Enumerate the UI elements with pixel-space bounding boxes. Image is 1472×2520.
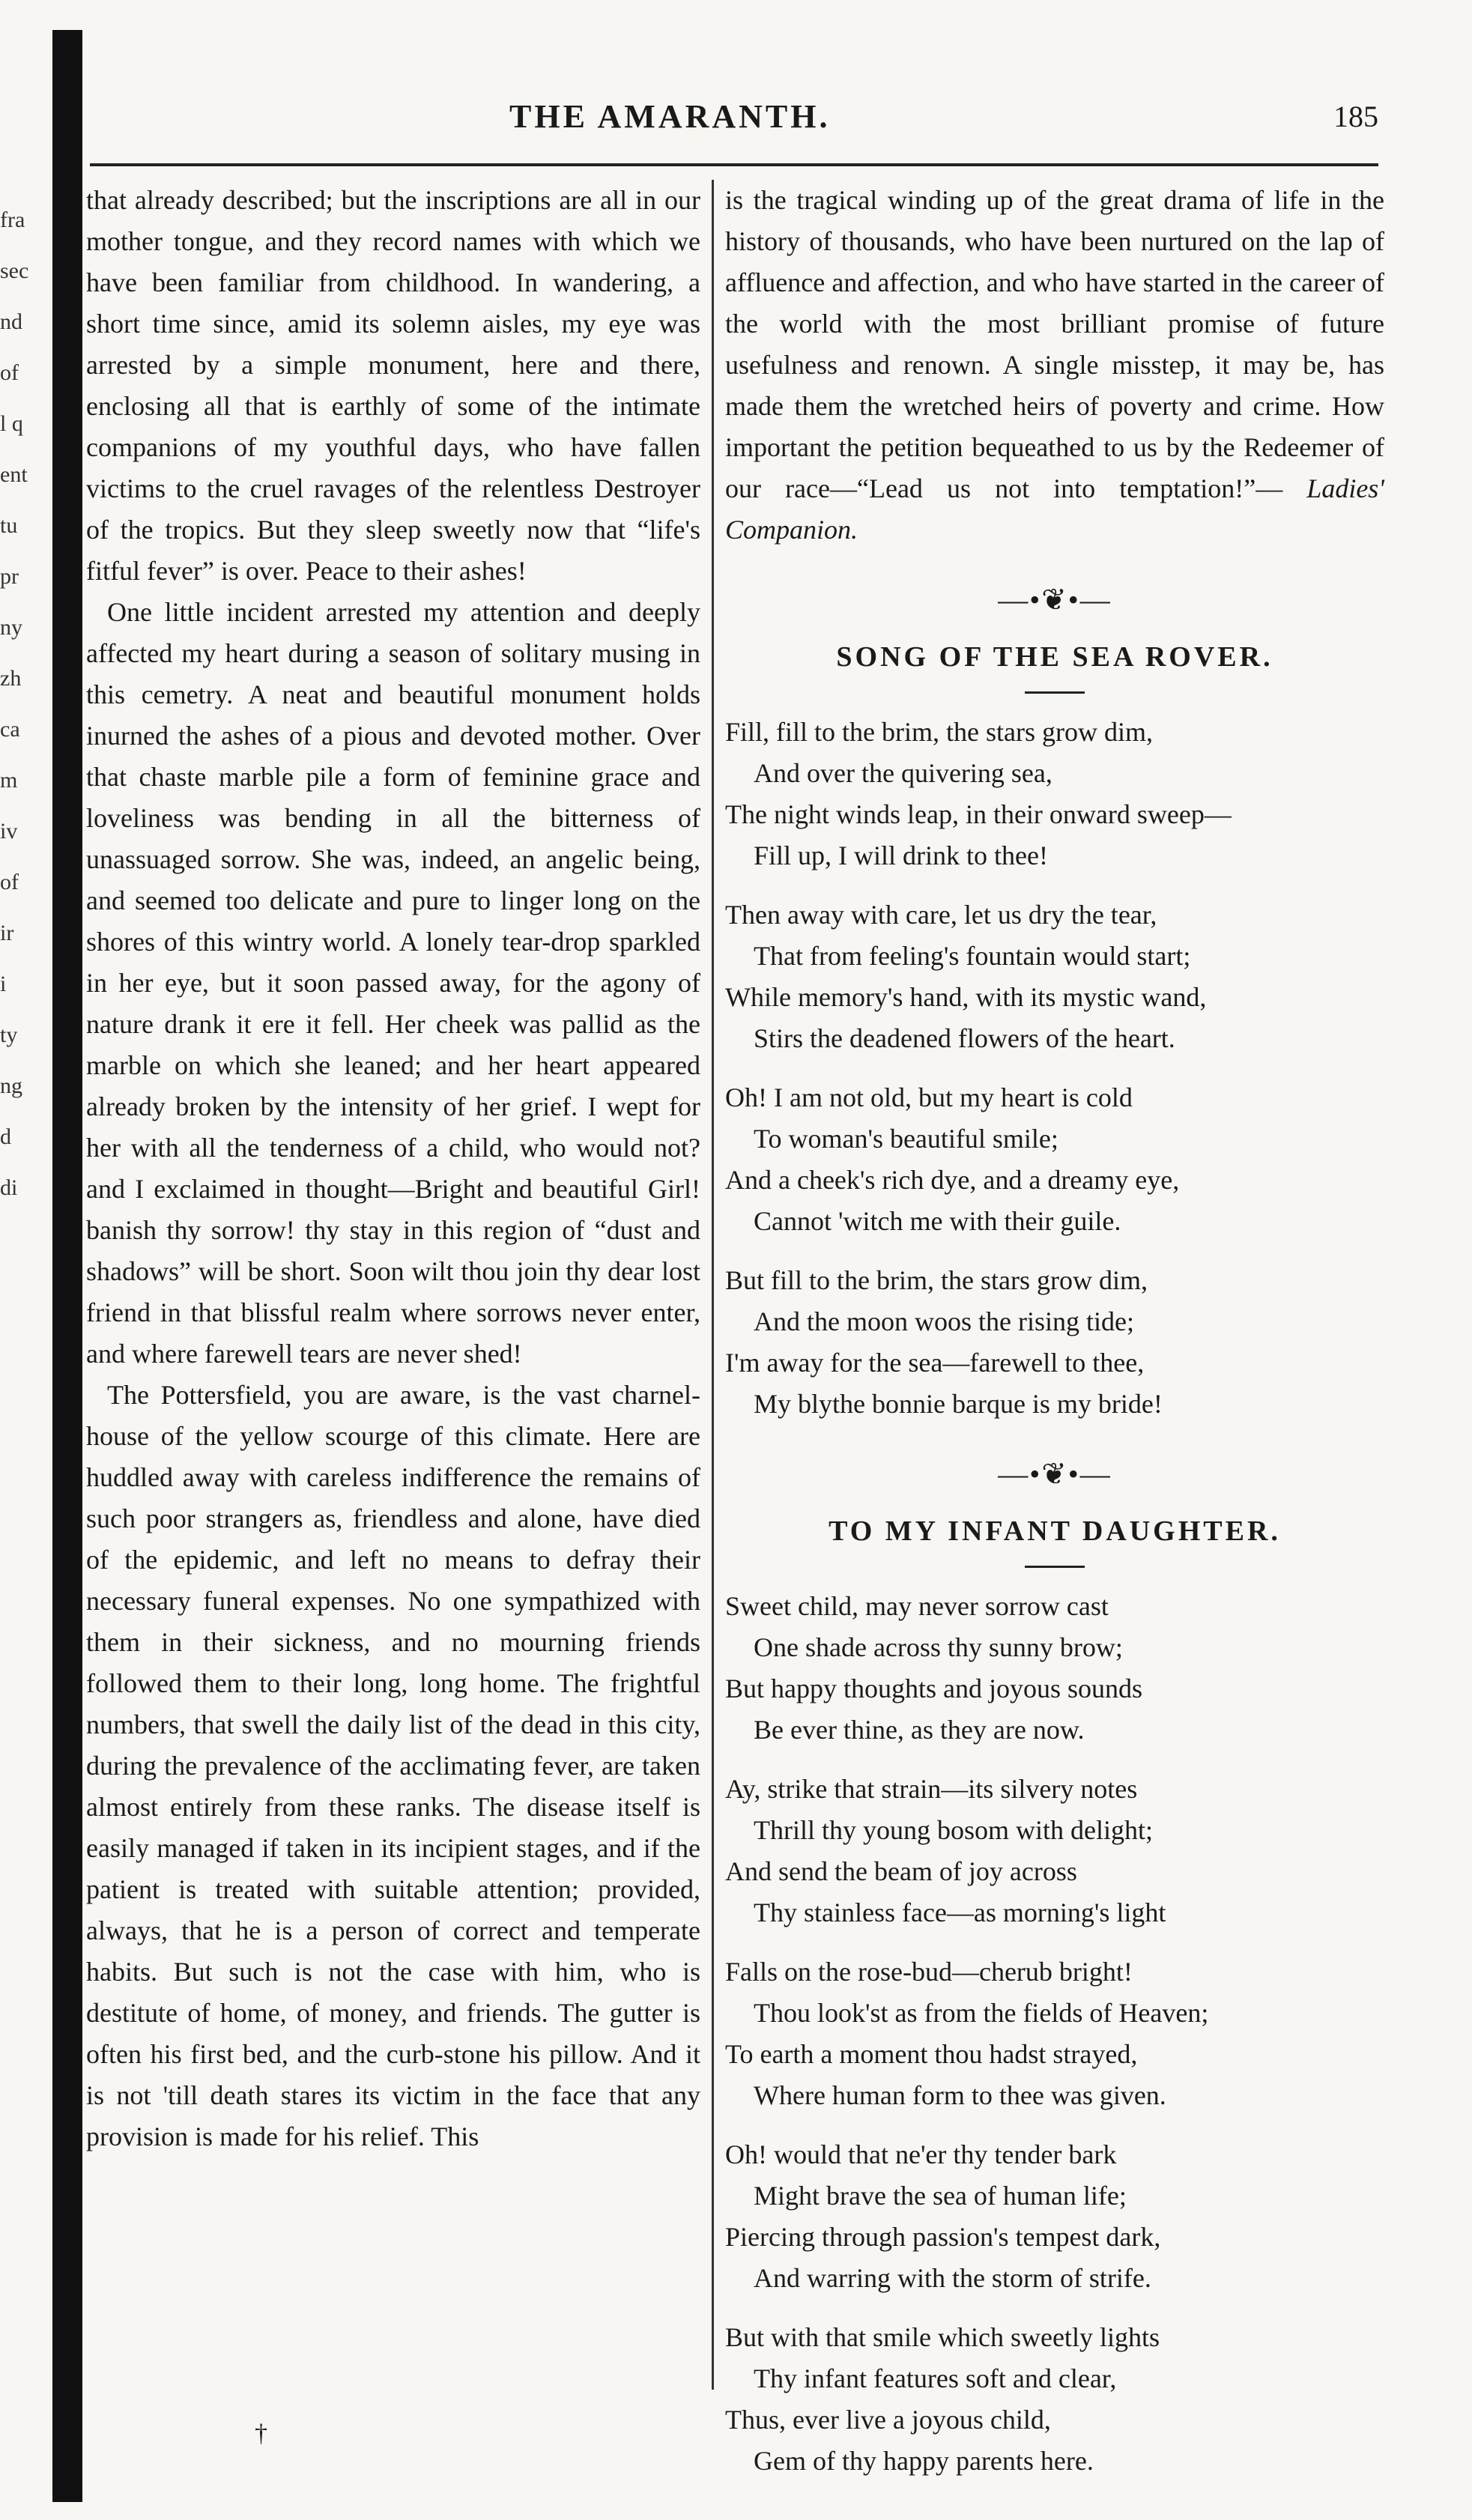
verse-line: One shade across thy sunny brow; (754, 1632, 1123, 1662)
margin-fragment: l q (0, 411, 23, 436)
section-ornament: —•❦•— (998, 583, 1112, 617)
verse-line: And warring with the storm of strife. (754, 2263, 1151, 2293)
poems-container (725, 579, 1384, 2482)
margin-fragment: i (0, 972, 7, 996)
verse-line: And a cheek's rich dye, and a dreamy eye, (725, 1165, 1180, 1195)
verse-line: Fill up, I will drink to thee! (754, 840, 1048, 870)
paragraph: One little incident arrested my attention and deeply affected my heart during a season of solitary musing in this cemetry. A neat and beautiful monument holds inurned the ashes of a pious and devoted mother. Over that chaste marble pile a form of feminine grace and loveliness was bending in all the bitterness of unassuaged sorrow. She was, indeed, an angelic being, and seemed too delicate and pure to linger long on the shores of this wintry world. A lonely tear-drop sparkled in her eye, but it soon passed away, for the agony of nature drank it ere it fell. Her cheek was pallid as the marble on which she leaned; and her heart appeared already broken by the intensity of her grief. I wept for her with all the tenderness of a child, who would not? and I exclaimed in thought—Bright and beautiful Girl! banish thy sorrow! thy stay in this region of “dust and shadows” will be short. Soon wilt thou join thy dear lost friend in that blissful realm where sorrows never enter, and where farewell tears are never shed! (86, 597, 700, 1369)
verse-line: Piercing through passion's tempest dark, (725, 2222, 1161, 2252)
verse-line: But with that smile which sweetly lights (725, 2322, 1160, 2352)
verse-line: To earth a moment thou hadst strayed, (725, 2039, 1138, 2069)
margin-fragment: ir (0, 921, 14, 945)
margin-fragment: pr (0, 564, 19, 589)
verse-line: And send the beam of joy across (725, 1856, 1077, 1886)
verse-line: Thrill thy young bosom with delight; (754, 1815, 1153, 1845)
margin-fragment: zh (0, 666, 22, 691)
verse-line: Where human form to thee was given. (754, 2080, 1166, 2110)
verse-line: Cannot 'witch me with their guile. (754, 1206, 1121, 1236)
header-rule (90, 163, 1378, 166)
page-number: 185 (1333, 100, 1378, 133)
verse-line: To woman's beautiful smile; (754, 1124, 1058, 1154)
verse-line: Gem of thy happy parents here. (754, 2446, 1094, 2476)
margin-fragment: ty (0, 1023, 18, 1047)
margin-fragment: nd (0, 309, 22, 334)
signature-mark: † (255, 2420, 267, 2447)
margin-fragment: iv (0, 819, 18, 843)
verse-line: I'm away for the sea—farewell to thee, (725, 1348, 1145, 1378)
stanza (725, 1586, 1384, 1751)
margin-fragment: sec (0, 258, 29, 283)
verse-line: Oh! I am not old, but my heart is cold (725, 1082, 1133, 1112)
verse-line: But happy thoughts and joyous sounds (725, 1674, 1143, 1703)
verse-line: Thy stainless face—as morning's light (754, 1897, 1166, 1927)
margin-fragment: of (0, 870, 19, 894)
article-continuation (725, 180, 1384, 551)
verse-line: Thou look'st as from the fields of Heaven; (754, 1998, 1209, 2028)
verse-line: And the moon woos the rising tide; (754, 1306, 1134, 1336)
margin-fragment: m (0, 768, 18, 793)
stanza (725, 1951, 1384, 2116)
margin-fragment: ent (0, 462, 28, 487)
verse-line: Oh! would that ne'er thy tender bark (725, 2139, 1117, 2169)
margin-fragment: ng (0, 1073, 22, 1098)
verse-line: Might brave the sea of human life; (754, 2181, 1127, 2211)
verse-line: That from feeling's fountain would start; (754, 941, 1191, 971)
title-rule (1025, 691, 1085, 694)
paragraph: that already described; but the inscriptions are all in our mother tongue, and they record names with which we have been familiar from childhood. In wandering, a short time since, amid its solemn aisles, my eye was arrested by a simple monument, here and there, enclosing all that is earthly of some of the intimate companions of my youthful days, who have fallen victims to the cruel ravages of the relentless Destroyer of the tropics. But they sleep sweetly now that “life's fitful fever” is over. Peace to their ashes! (86, 185, 700, 586)
poem-title: TO MY INFANT DAUGHTER. (829, 1515, 1281, 1547)
verse-line: Thus, ever live a joyous child, (725, 2405, 1051, 2435)
section-ornament: —•❦•— (998, 1457, 1112, 1491)
verse-line: Ay, strike that strain—its silvery notes (725, 1774, 1138, 1804)
verse-line: While memory's hand, with its mystic wand, (725, 982, 1207, 1012)
paragraph: The Pottersfield, you are aware, is the vast charnel-house of the yellow scourge of this climate. Here are huddled away with careless indifference the remains of such poor strangers as, friendless and alone, have died of the epidemic, and left no means to defray their necessary funeral expenses. No one sympathized with them in their sickness, and no mourning friends followed them to their long, long home. The frightful numbers, that swell the daily list of the dead in this city, during the prevalence of the acclimating fever, are taken almost entirely from these ranks. The disease itself is easily managed if taken in its incipient stages, and if the patient is treated with suitable attention; provided, always, that he is a person of correct and temperate habits. But such is not the case with him, who is destitute of home, of money, and friends. The gutter is often his first bed, and the curb-stone his pillow. And it is not 'till death stares its victim in the face that any provision is made for his relief. This (86, 1380, 700, 2151)
stanza (725, 1260, 1384, 1425)
poem-title: SONG OF THE SEA ROVER. (836, 641, 1273, 673)
verse-line: The night winds leap, in their onward sweep— (725, 799, 1232, 829)
stanza (725, 712, 1384, 876)
verse-line: Stirs the deadened flowers of the heart. (754, 1023, 1175, 1053)
margin-fragment: ca (0, 717, 20, 742)
margin-fragment: tu (0, 513, 18, 538)
verse-line: Be ever thine, as they are now. (754, 1715, 1085, 1745)
source-credit: Ladies' Companion. (725, 473, 1385, 545)
column-divider (712, 180, 714, 2390)
left-column (86, 180, 700, 2157)
stanza (725, 1769, 1384, 1933)
margin-fragment: fra (0, 208, 25, 232)
verse-line: Then away with care, let us dry the tear, (725, 900, 1157, 930)
verse-line: But fill to the brim, the stars grow dim, (725, 1265, 1148, 1295)
stanza (725, 1077, 1384, 1242)
title-rule (1025, 1566, 1085, 1568)
stanza (725, 894, 1384, 1059)
page-header (90, 90, 1378, 150)
verse-line: My blythe bonnie barque is my bride! (754, 1389, 1163, 1419)
right-column (725, 180, 1384, 2500)
margin-fragment: d (0, 1124, 11, 1149)
paragraph: is the tragical winding up of the great drama of life in the history of thousands, who have been nurtured on the lap of affluence and affection, and who have started in the career of the world with the most brilliant promise of future usefulness and renown. A single misstep, it may be, has made them the wretched heirs of poverty and crime. How important the petition bequeathed to us by the Redeemer of our race—“Lead us not into temptation!”— (725, 185, 1384, 503)
book-binding-shadow (52, 30, 82, 2502)
verse-line: Sweet child, may never sorrow cast (725, 1591, 1109, 1621)
margin-fragment: of (0, 360, 19, 385)
margin-fragment: di (0, 1175, 18, 1200)
running-title: THE AMARANTH. (509, 98, 831, 135)
verse-line: Thy infant features soft and clear, (754, 2363, 1117, 2393)
verse-line: Fill, fill to the brim, the stars grow dim, (725, 717, 1153, 747)
margin-fragment: ny (0, 615, 22, 640)
facing-page-fragments (0, 195, 52, 1214)
verse-line: And over the quivering sea, (754, 758, 1052, 788)
stanza (725, 2134, 1384, 2299)
stanza (725, 2317, 1384, 2482)
verse-line: Falls on the rose-bud—cherub bright! (725, 1957, 1133, 1987)
